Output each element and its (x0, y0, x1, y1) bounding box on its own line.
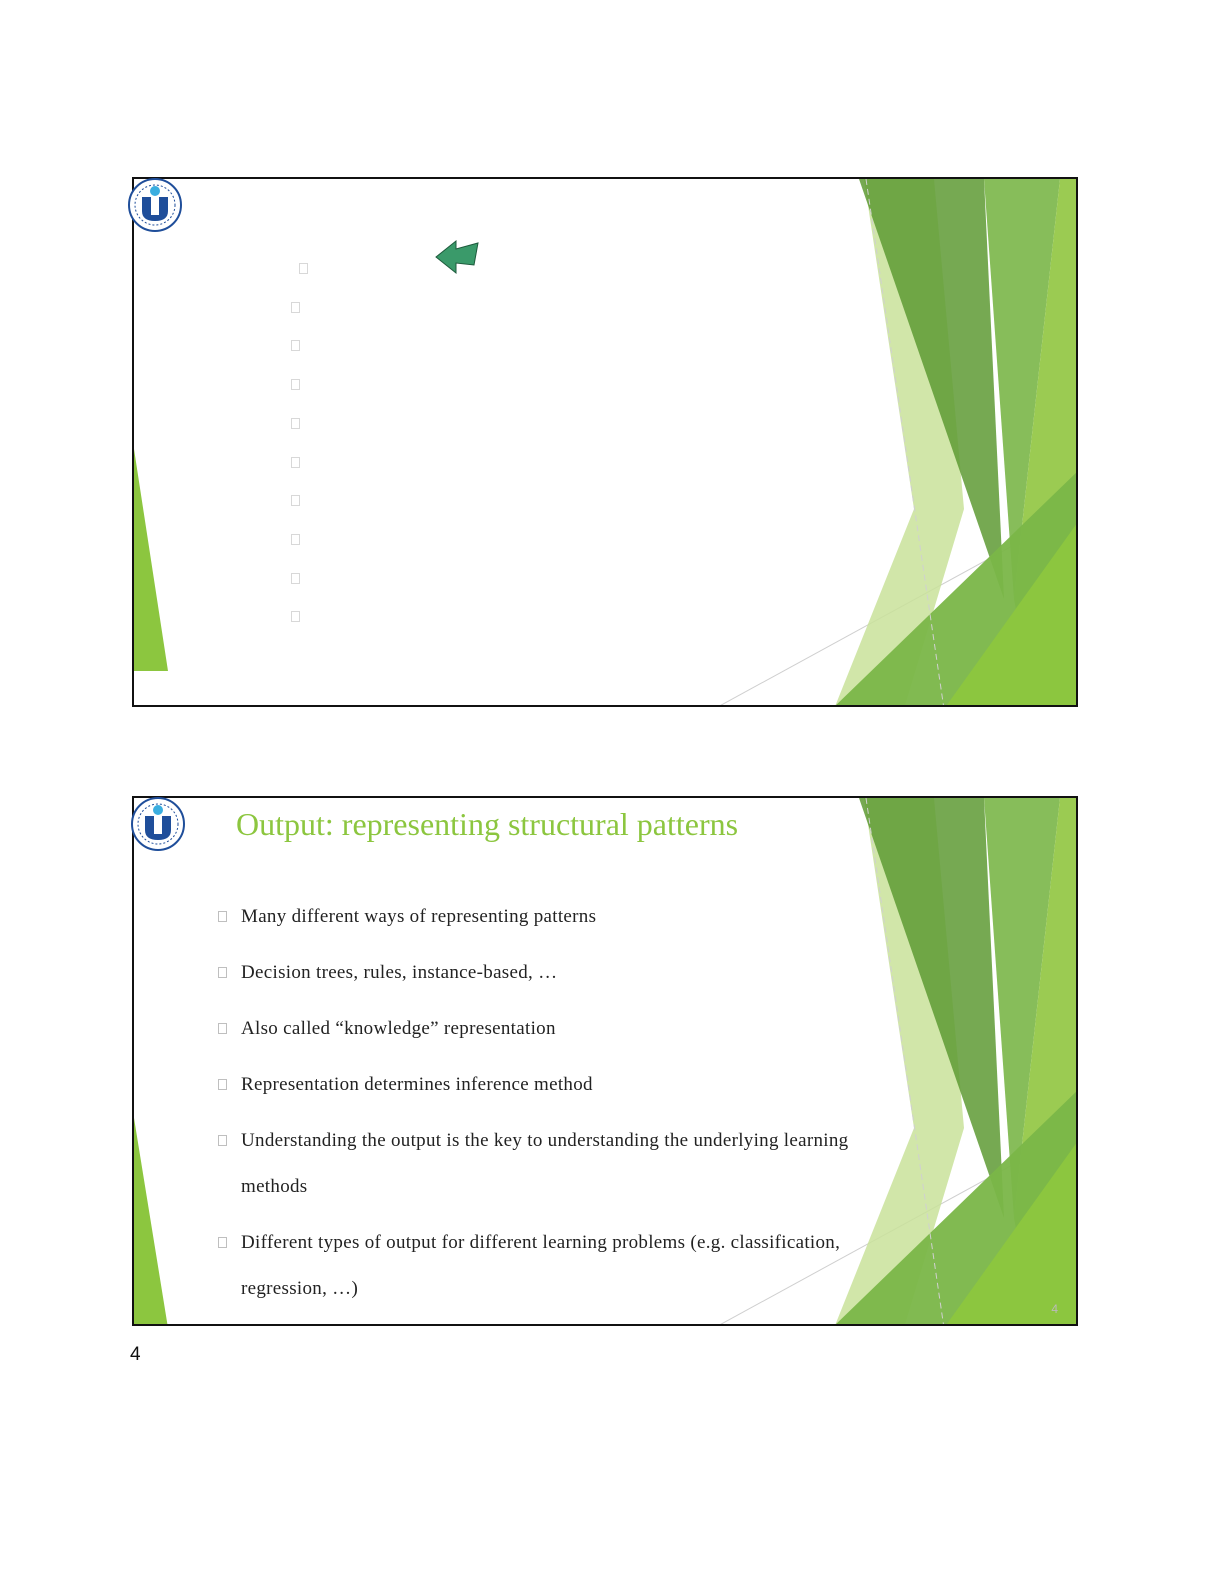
bullet-square-icon (291, 457, 300, 468)
bullet-square-icon (218, 911, 227, 922)
bullet-list (218, 894, 858, 1312)
slide-decoration (134, 179, 1078, 707)
bullet-square-icon (291, 495, 300, 506)
list-item: Different types of output for different learning problems (e.g. classification, regression, …) (218, 1220, 858, 1312)
list-item: Understanding the output is the key to understanding the underlying learning methods (218, 1118, 858, 1210)
bullet-square-icon (291, 573, 300, 584)
left-arrow-icon (434, 237, 480, 277)
bullet-square-icon (218, 1023, 227, 1034)
bullet-square-icon (291, 302, 300, 313)
bullet-square-icon (218, 967, 227, 978)
bullet-square-icon (218, 1237, 227, 1248)
bullet-square-icon (218, 1079, 227, 1090)
bullet-square-icon (291, 340, 300, 351)
list-item: Decision trees, rules, instance-based, … (218, 950, 858, 996)
bullet-square-icon (291, 379, 300, 390)
slide-top (132, 177, 1078, 707)
bullet-square-icon (291, 534, 300, 545)
list-item: Also called “knowledge” representation (218, 1006, 858, 1052)
university-logo (130, 796, 186, 852)
list-item: Representation determines inference method (218, 1062, 858, 1108)
slide-number: 4 (1051, 1302, 1058, 1316)
bullet-square-icon (299, 263, 308, 274)
slide-title: Output: representing structural patterns (236, 806, 739, 842)
slide-bottom (132, 796, 1078, 1326)
bullet-square-icon (291, 611, 300, 622)
bullet-square-icon (218, 1135, 227, 1146)
page-number: 4 (130, 1344, 141, 1365)
bullet-square-icon (291, 418, 300, 429)
university-logo (127, 177, 183, 233)
list-item: Many different ways of representing patterns (218, 894, 858, 940)
